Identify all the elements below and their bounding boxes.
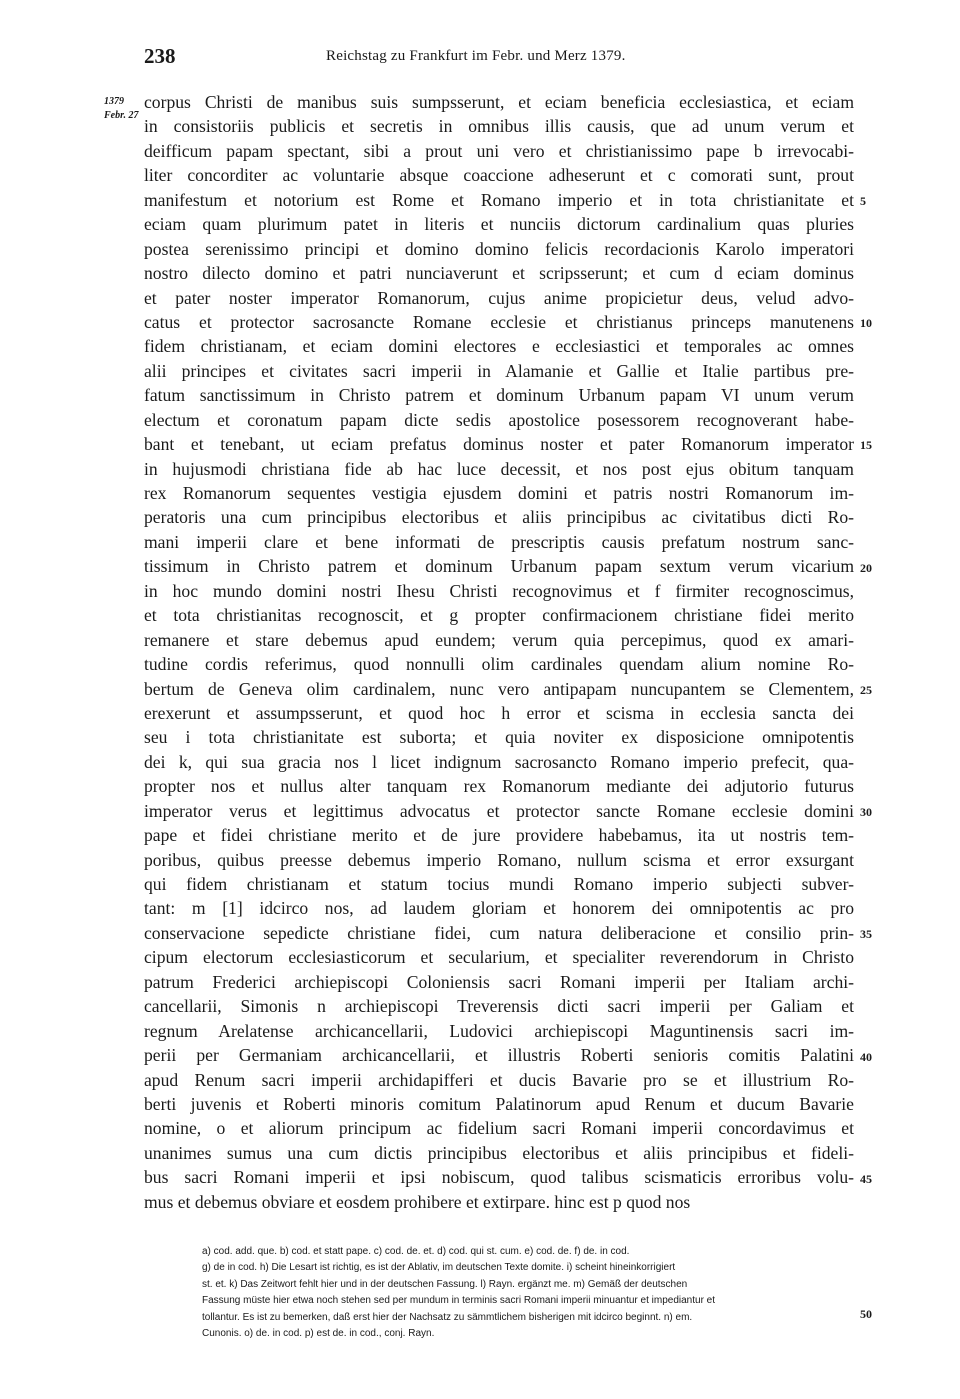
body-text (144, 90, 854, 1214)
text-line: tant: m [1] idcirco nos, ad laudem gloriam et honorem dei omnipotentis ac pro (144, 898, 854, 919)
text-line: seu i tota christianitate est suborta; et quia noviter ex disposicione omnipotentis (144, 727, 854, 748)
text-line: nostro dilecto domino et patri nunciaverunt et scripsserunt; et cum d eciam dominus (144, 263, 854, 284)
text-line: fidem christianam, et eciam domini electores e ecclesiastici et temporales ac omnes (144, 336, 854, 357)
text-line: propter nos et nullus alter tanquam rex Romanorum mediante dei adjutorio futurus (144, 776, 854, 797)
text-line: nomine, o et aliorum principum ac fidelium sacri Romani imperii concordavimus et (144, 1118, 854, 1139)
text-line: eciam quam plurimum patet in literis et nunciis dictorum cardinalium quas pluries (144, 214, 854, 235)
footnote-line: g) de in cod. h) Die Lesart ist richtig, es ist der Ablativ, im deutschen Texte domite. i) scheint hineinkorrigiert (202, 1262, 676, 1274)
text-line: perii per Germaniam archicancellarii, et illustris Roberti senioris comitis Palatini (144, 1045, 854, 1066)
margin-line-number: 35 (860, 927, 872, 942)
text-line: corpus Christi de manibus suis sumpsserunt, et eciam beneficia ecclesiastica, et eciam (144, 92, 854, 112)
margin-line-number: 30 (860, 805, 872, 820)
text-line: electum et coronatum papam dicte sedis apostolice posessorem recognoverant habe- (144, 409, 854, 430)
text-line: mus et debemus obviare et eosdem prohibere et extirpare. hinc est p quod nos (144, 1191, 691, 1212)
margin-line-number: 40 (860, 1049, 872, 1064)
page-number: 238 (144, 44, 176, 68)
margin-date: Febr. 27 (104, 110, 139, 121)
margin-line-number: 15 (860, 438, 872, 453)
text-line: tudine cordis referimus, quod nonnulli olim cardinales quendam alium nomine Ro- (144, 654, 854, 675)
text-line: et pater noster imperator Romanorum, cujus anime propicietur deus, velud advo- (144, 287, 854, 308)
text-line: bus sacri Romani imperii et ipsi nobiscum, quod talibus scismaticis erroribus volu- (144, 1167, 854, 1188)
text-line: pape et fidei christiane merito et de jure providere habebamus, ita ut nostris tem- (144, 825, 854, 846)
text-line: rex Romanorum sequentes vestigia ejusdem domini et patris nostri Romanorum im- (144, 483, 854, 503)
footnote-line: st. et. k) Das Zeitwort fehlt hier und in der deutschen Fassung. l) Rayn. ergänzt me. m) Gemäß der deutschen (202, 1278, 688, 1290)
text-line: poribus, quibus preesse debemus imperio Romano, nullum scisma et error exsurgant (144, 849, 854, 870)
footnote-line: a) cod. add. que. b) cod. et statt pape. c) cod. de. et. d) cod. qui st. cum. e) cod. de. f) de. in cod. (202, 1246, 630, 1257)
text-line: peratoris una cum principibus electoribus et aliis principibus ac civitatibus dicti Ro- (144, 507, 854, 528)
margin-year: 1379 (104, 96, 124, 107)
text-line: berti juvenis et Roberti minoris comitum Palatinorum apud Renum et ducum Bavarie (144, 1093, 854, 1114)
text-line: catus et protector sacrosancte Romane ecclesie et christianus princeps manutenens (144, 311, 854, 332)
text-line: liter concorditer ac voluntarie absque coaccione adheserunt et c comorati sunt, prout (144, 165, 854, 186)
text-line: remanere et stare debemus apud eundem; verum quia percepimus, quod ex amari- (144, 629, 854, 650)
text-line: patrum Frederici archiepiscopi Coloniensis sacri Romani imperii per Italiam archi- (144, 971, 854, 992)
text-line: erexerunt et assumpsserunt, et quod hoc h error et scisma in ecclesia sancta dei (144, 702, 854, 723)
running-title: Reichstag zu Frankfurt im Febr. und Merz 1379. (326, 48, 626, 64)
text-line: postea serenissimo principi et domino domino felicis recordacionis Karolo imperatori (144, 238, 854, 259)
margin-line-number: 45 (860, 1171, 872, 1186)
text-line: et tota christianitas recognoscit, et g propter confirmacionem christiane fidei merito (144, 605, 854, 626)
text-line: qui fidem christianam et statum tocius mundi Romano imperio subjecti subver- (144, 874, 854, 894)
text-line: deifficum papam spectant, sibi a prout uni vero et christianissimo pape b irrevocabi- (144, 140, 854, 161)
text-line: apud Renum sacri imperii archidapifferi et ducis Bavarie pro se et illustrium Ro- (144, 1069, 854, 1090)
text-line: dei k, qui sua gracia nos l licet indignum sacrosancto Romano imperio prefecit, qua- (144, 751, 854, 772)
text-line: cancellarii, Simonis n archiepiscopi Treverensis dicti sacri imperii per Galiam et (144, 996, 854, 1017)
text-line: bant et tenebant, ut eciam prefatus dominus noster et pater Romanorum imperator (144, 434, 854, 455)
text-line: manifestum et notorium est Rome et Romano imperio et in tota christianitate et (144, 189, 854, 210)
margin-line-number: 25 (860, 682, 872, 697)
margin-line-number: 20 (860, 560, 872, 575)
text-line: regnum Arelatense archicancellarii, Ludovici archiepiscopi Maguntinensis sacri im- (144, 1020, 854, 1041)
page-header (144, 44, 864, 74)
text-line: alii principes et civitates sacri imperii in Alamanie et Gallie et Italie partibus pre- (144, 360, 854, 381)
text-line: in hujusmodi christiana fide ab hac luce decessit, et nos post ejus obitum tanquam (144, 458, 854, 479)
margin-line-number: 5 (860, 193, 866, 208)
footnote-line: Fassung müste hier etwa noch stehen sed per mundum in terminis sacri Romani imperii minuantur et impediantur et (202, 1295, 716, 1307)
margin-line-number: 10 (860, 316, 872, 331)
footnote-line-number: 50 (860, 1307, 872, 1321)
footnote-line: tollantur. Es ist zu bemerken, daß erst hier der Nachsatz zu sämmtlichem bisherigen mit idcirco beginnt. n) em. (202, 1311, 693, 1323)
text-line: tissimum in Christo patrem et dominum Urbanum papam sextum verum vicarium (144, 556, 854, 577)
text-line: fatum sanctissimum in Christo patrem et dominum Urbanum papam VI unum verum (144, 385, 854, 406)
text-line: unanimes sumus una cum dictis principibus electoribus et aliis principibus et fideli- (144, 1142, 854, 1163)
text-line: cipum electorum ecclesiasticorum et secularium, et specialiter reverendorum in Christo (144, 947, 854, 968)
text-line: in hoc mundo domini nostri Ihesu Christi recognovimus et f firmiter recognoscimus, (144, 580, 854, 601)
text-line: conservacione sepedicte christiane fidei, cum natura deliberacione et consilio prin- (144, 922, 854, 943)
text-line: bertum de Geneva olim cardinalem, nunc vero antipapam nuncupantem se Clementem, (144, 678, 854, 699)
footnote-line: Cunonis. o) de. in cod. p) est de. in cod., conj. Rayn. (202, 1327, 435, 1339)
footnotes (202, 1244, 862, 1342)
text-line: imperator verus et legittimus advocatus et protector sancte Romane ecclesie domini (144, 800, 854, 821)
text-line: in consistoriis publicis et secretis in omnibus illis causis, que ad unum verum et (144, 116, 854, 137)
text-line: mani imperii clare et bene informati de prescriptis causis prefatum nostrum sanc- (144, 531, 854, 552)
